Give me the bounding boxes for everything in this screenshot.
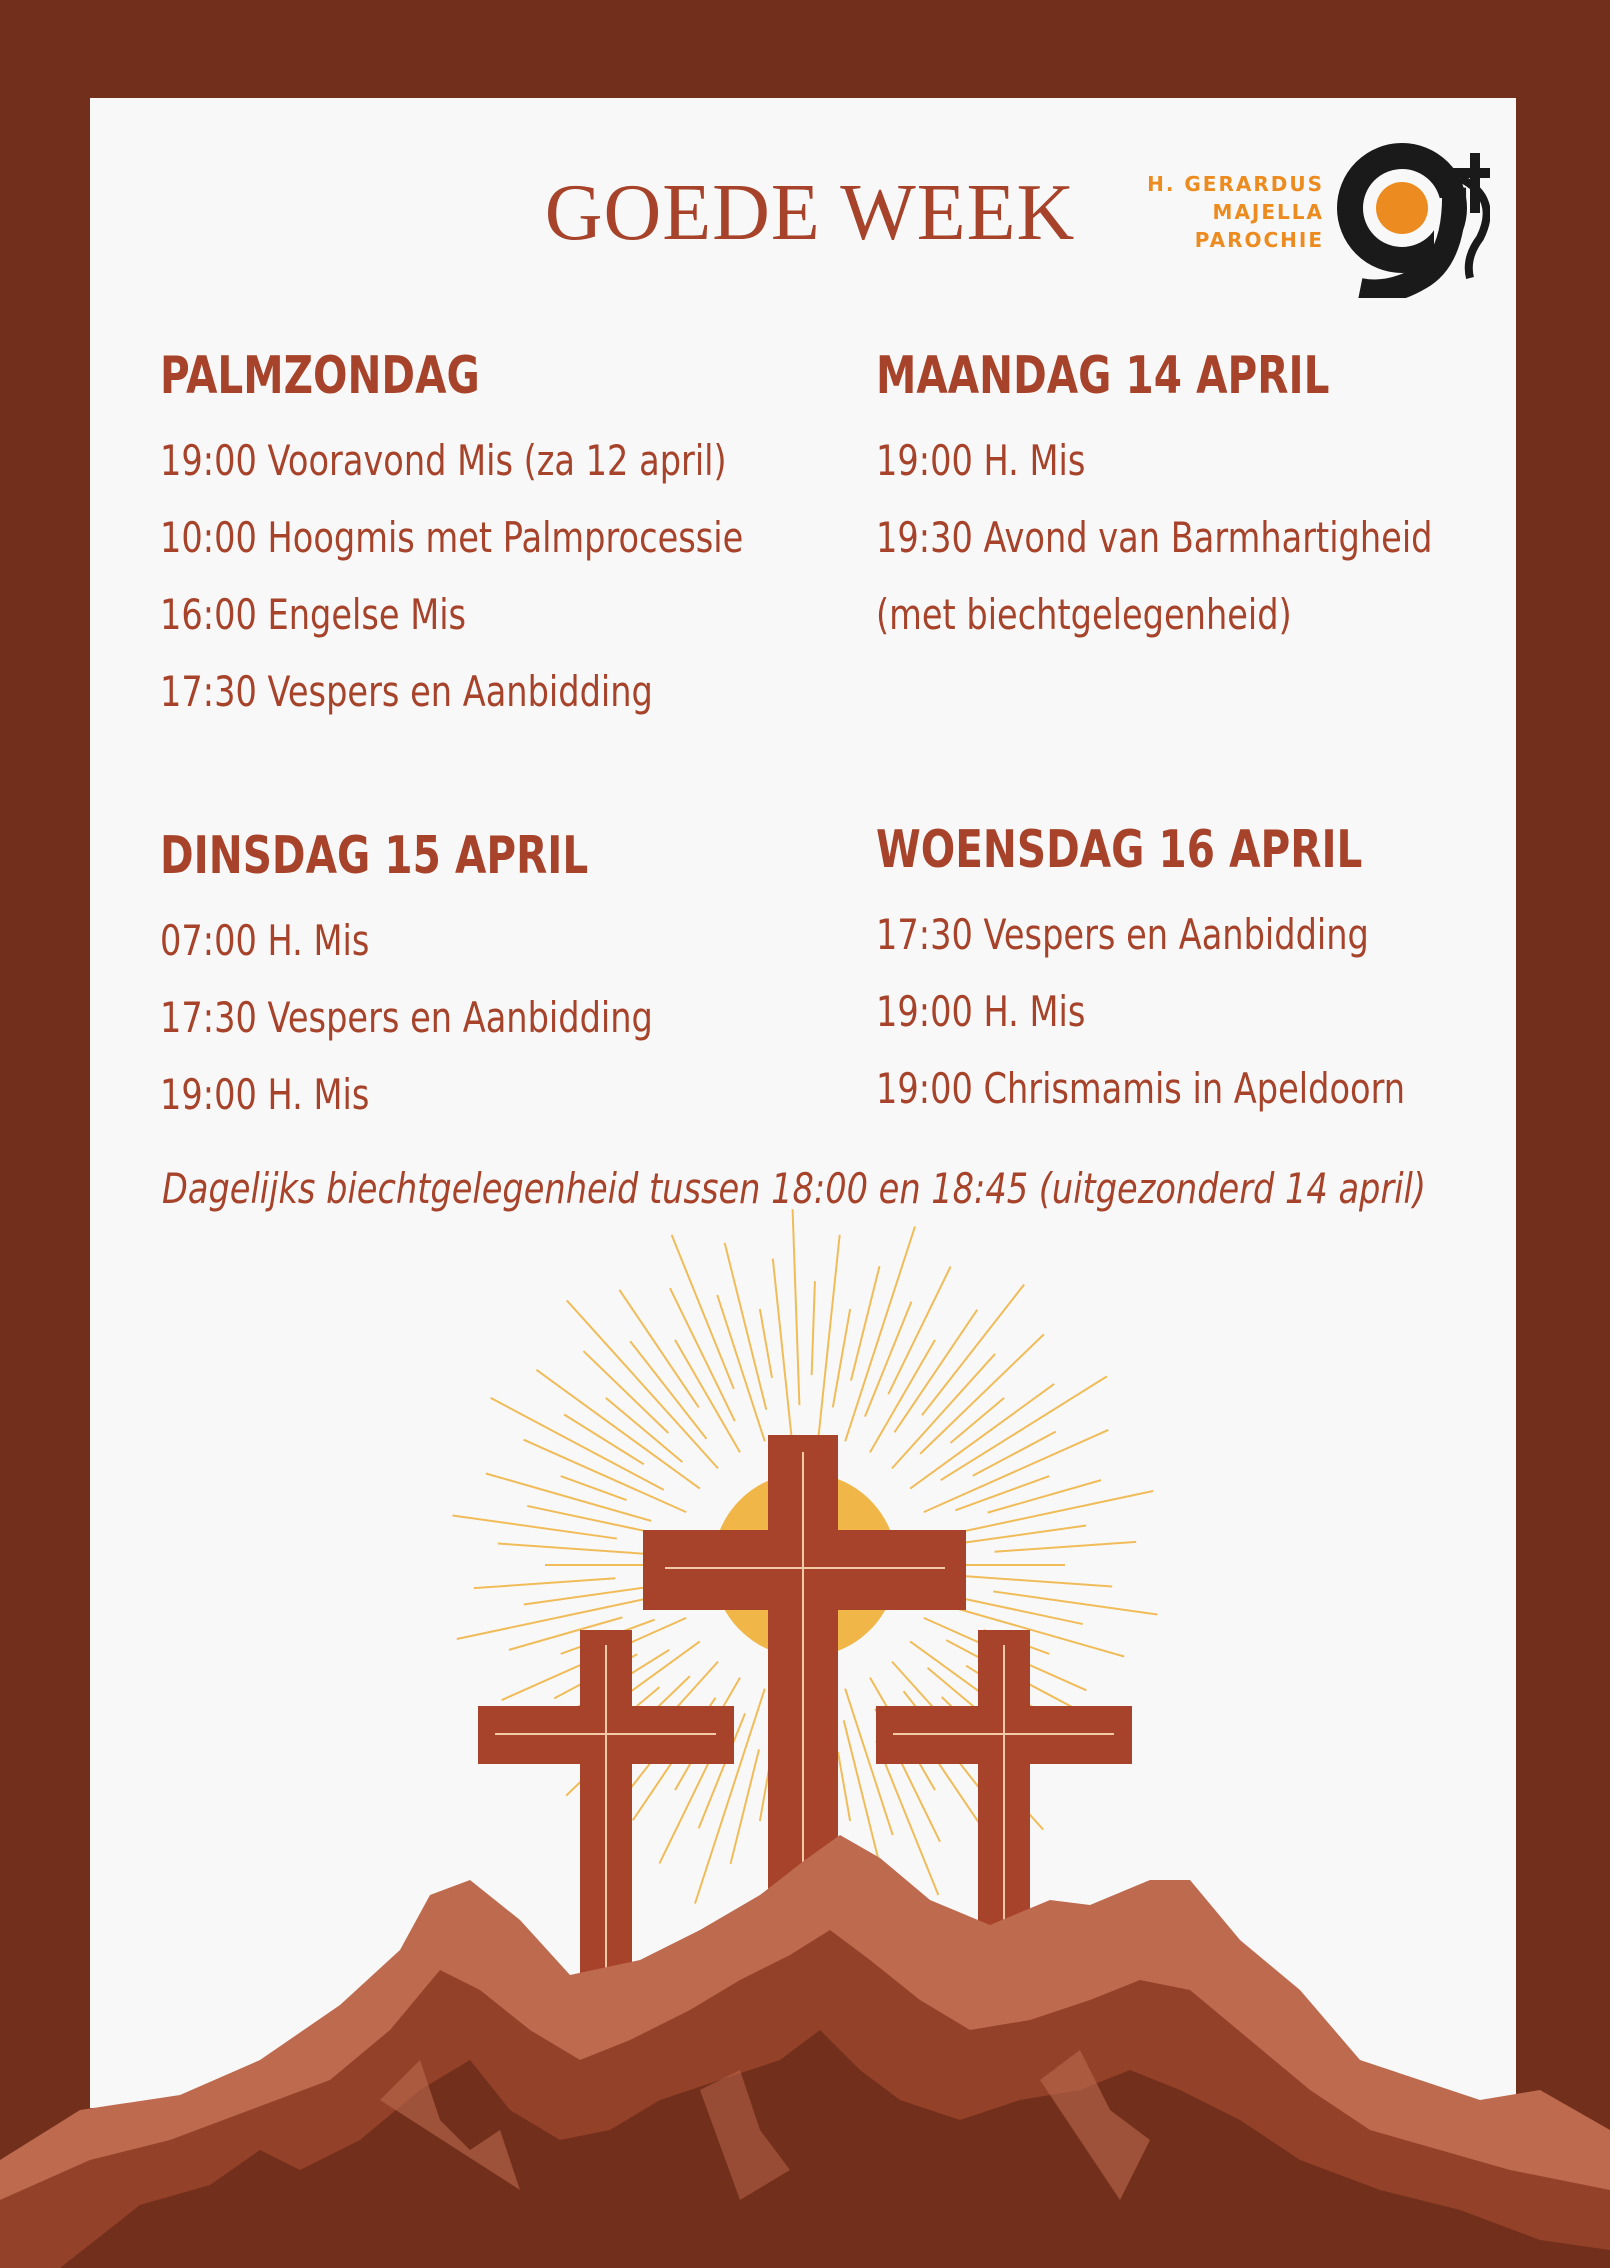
sun-ray: [819, 1235, 840, 1436]
confession-note: Dagelijks biechtgelegenheid tussen 18:00 en 18:45 (uitgezonderd 14 april): [162, 1164, 1426, 1213]
sun-ray: [670, 1288, 735, 1421]
sun-ray: [760, 1309, 772, 1378]
sun-ray: [730, 1749, 759, 1863]
sun-ray: [988, 1480, 1101, 1513]
schedule-item: 19:00 H. Mis: [876, 987, 1086, 1036]
schedule-item: 17:30 Vespers en Aanbidding: [876, 910, 1369, 959]
schedule-item: 19:30 Avond van Barmhartigheid: [876, 513, 1433, 562]
day-heading: MAANDAG 14 APRIL: [876, 346, 1330, 406]
sun-ray: [995, 1542, 1137, 1552]
day-heading: DINSDAG 15 APRIL: [160, 826, 589, 886]
sun-ray: [606, 1398, 683, 1462]
sun-ray: [973, 1432, 1056, 1476]
sun-ray: [941, 1376, 1107, 1480]
sun-ray: [773, 1259, 792, 1436]
parish-name-line2: MAJELLA: [1212, 200, 1324, 224]
schedule-item: (met biechtgelegenheid): [876, 590, 1292, 639]
sun-ray: [965, 1576, 1113, 1586]
sun-ray: [870, 1340, 935, 1453]
schedule-item: 17:30 Vespers en Aanbidding: [160, 667, 653, 716]
schedule-item: 07:00 H. Mis: [160, 916, 370, 965]
sun-ray: [851, 1266, 880, 1380]
sun-ray: [888, 1267, 950, 1395]
sun-ray: [536, 1370, 699, 1489]
sun-ray: [619, 1290, 698, 1408]
sun-ray: [910, 1384, 1054, 1489]
sun-ray: [955, 1476, 1049, 1510]
schedule-item: 10:00 Hoogmis met Palmprocessie: [160, 513, 744, 562]
cross-center: [643, 1435, 966, 1935]
day-heading: PALMZONDAG: [160, 346, 480, 406]
sun-ray: [474, 1578, 616, 1588]
sun-ray: [583, 1351, 668, 1433]
sun-ray: [845, 1226, 915, 1441]
parish-name-line1: H. GERARDUS: [1147, 172, 1324, 196]
sun-ray: [951, 1398, 1005, 1443]
schedule-item: 19:00 H. Mis: [160, 1070, 370, 1119]
sun-ray: [675, 1340, 740, 1453]
schedule-item: 19:00 Vooravond Mis (za 12 april): [160, 436, 727, 485]
day-heading: WOENSDAG 16 APRIL: [876, 820, 1363, 880]
sun-ray: [630, 1341, 706, 1439]
schedule-item: 19:00 H. Mis: [876, 436, 1086, 485]
sun-ray: [793, 1209, 800, 1405]
page-title: GOEDE WEEK: [544, 169, 1076, 257]
sun-ray: [833, 1309, 850, 1407]
schedule-item: 17:30 Vespers en Aanbidding: [160, 993, 653, 1042]
parish-name-line3: PAROCHIE: [1194, 228, 1324, 252]
mountain-range: [0, 1835, 1610, 2268]
sun-ray: [812, 1281, 815, 1375]
sun-ray: [561, 1476, 627, 1500]
sun-ray: [922, 1284, 1024, 1415]
sun-ray: [524, 1440, 687, 1512]
sun-ray: [498, 1544, 646, 1554]
sun-ray: [894, 1310, 977, 1433]
schedule-item: 16:00 Engelse Mis: [160, 590, 467, 639]
schedule-item: 19:00 Chrismamis in Apeldoorn: [876, 1064, 1406, 1113]
sun-ray: [838, 1752, 850, 1821]
sun-ray: [717, 1295, 765, 1441]
sun-ray: [892, 1354, 995, 1468]
